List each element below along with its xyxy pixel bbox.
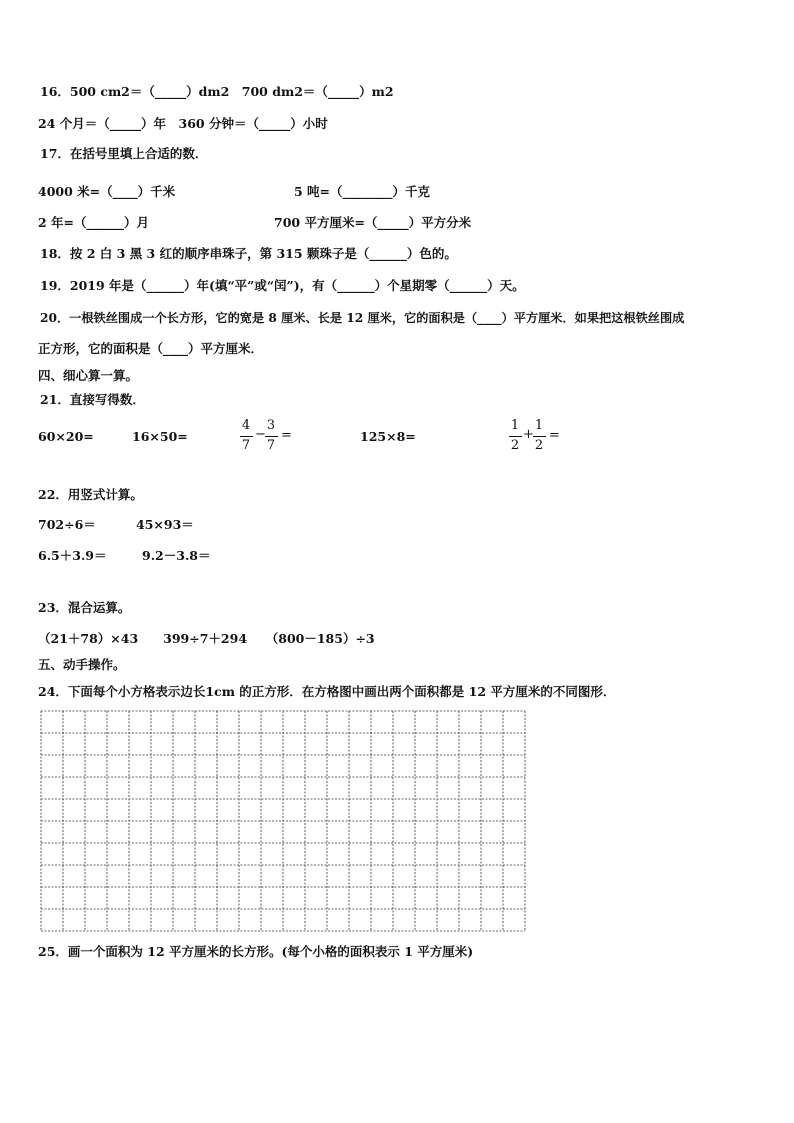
- q21-expr-1: 60×20=: [38, 429, 94, 444]
- section4-title: 四、细心算一算。: [38, 368, 139, 383]
- frac2-bar-b: [533, 436, 546, 437]
- q19-text: 19．2019 年是（______）年(填“平”或“闰”)，有（______）个星期零（______）天。: [40, 278, 525, 293]
- section5-title: 五、动手操作。: [38, 657, 126, 672]
- q16-line2: 24 个月＝（_____）年 360 分钟＝（_____）小时: [38, 116, 328, 131]
- q22-expr-1: 702÷6＝: [38, 517, 96, 532]
- frac1-bar-b: [265, 436, 278, 437]
- q21-title: 21．直接写得数．: [40, 392, 145, 407]
- frac2-operator: +: [523, 427, 534, 442]
- q17-item-b: 5 吨=（________）千克: [294, 184, 431, 199]
- frac2-equals: =: [549, 428, 560, 443]
- q23-title: 23．混合运算。: [38, 600, 131, 615]
- q17-item-c: 2 年=（______）月: [38, 215, 150, 230]
- frac2-bar-a: [509, 436, 522, 437]
- frac1-operator: −: [255, 427, 266, 442]
- frac2-denominator-b: 2: [534, 438, 544, 453]
- frac1-numerator-b: 3: [266, 418, 276, 433]
- frac1-numerator-a: 4: [241, 418, 251, 433]
- q17-item-a: 4000 米=（____）千米: [38, 184, 176, 199]
- frac2-numerator-b: 1: [534, 418, 544, 433]
- frac1-bar-a: [240, 436, 253, 437]
- q23-expressions: （21＋78）×43 399÷7＋294 （800－185）÷3: [38, 631, 375, 646]
- q22-expr-4: 9.2－3.8＝: [142, 548, 211, 563]
- drawing-grid[interactable]: [40, 710, 528, 934]
- q24-text: 24．下面每个小方格表示边长1cm 的正方形．在方格图中画出两个面积都是 12 平方厘米的不同图形．: [38, 684, 616, 699]
- q17-title: 17．在括号里填上合适的数．: [40, 146, 208, 161]
- q16-line1: 16．500 cm2＝（_____）dm2 700 dm2＝（_____）m2: [40, 84, 394, 99]
- frac1-denominator-b: 7: [266, 438, 276, 453]
- q21-expr-2: 16×50=: [132, 429, 188, 444]
- q18-text: 18．按 2 白 3 黑 3 红的顺序串珠子，第 315 颗珠子是（______）色的。: [40, 246, 457, 261]
- frac1-equals: =: [281, 428, 292, 443]
- q21-expr-3: 125×8=: [360, 429, 416, 444]
- q22-expr-2: 45×93＝: [136, 517, 194, 532]
- q20-line1: 20．一根铁丝围成一个长方形，它的宽是 8 厘米、长是 12 厘米，它的面积是（____）平方厘米．如果把这根铁丝围成: [40, 311, 685, 325]
- q25-text: 25．画一个面积为 12 平方厘米的长方形。(每个小格的面积表示 1 平方厘米): [38, 944, 474, 959]
- q22-title: 22．用竖式计算。: [38, 487, 143, 502]
- frac2-denominator-a: 2: [510, 438, 520, 453]
- q20-line2: 正方形，它的面积是（____）平方厘米．: [38, 341, 264, 356]
- frac2-numerator-a: 1: [510, 418, 520, 433]
- frac1-denominator-a: 7: [241, 438, 251, 453]
- q17-item-d: 700 平方厘米=（_____）平方分米: [274, 215, 472, 230]
- q22-expr-3: 6.5＋3.9＝: [38, 548, 107, 563]
